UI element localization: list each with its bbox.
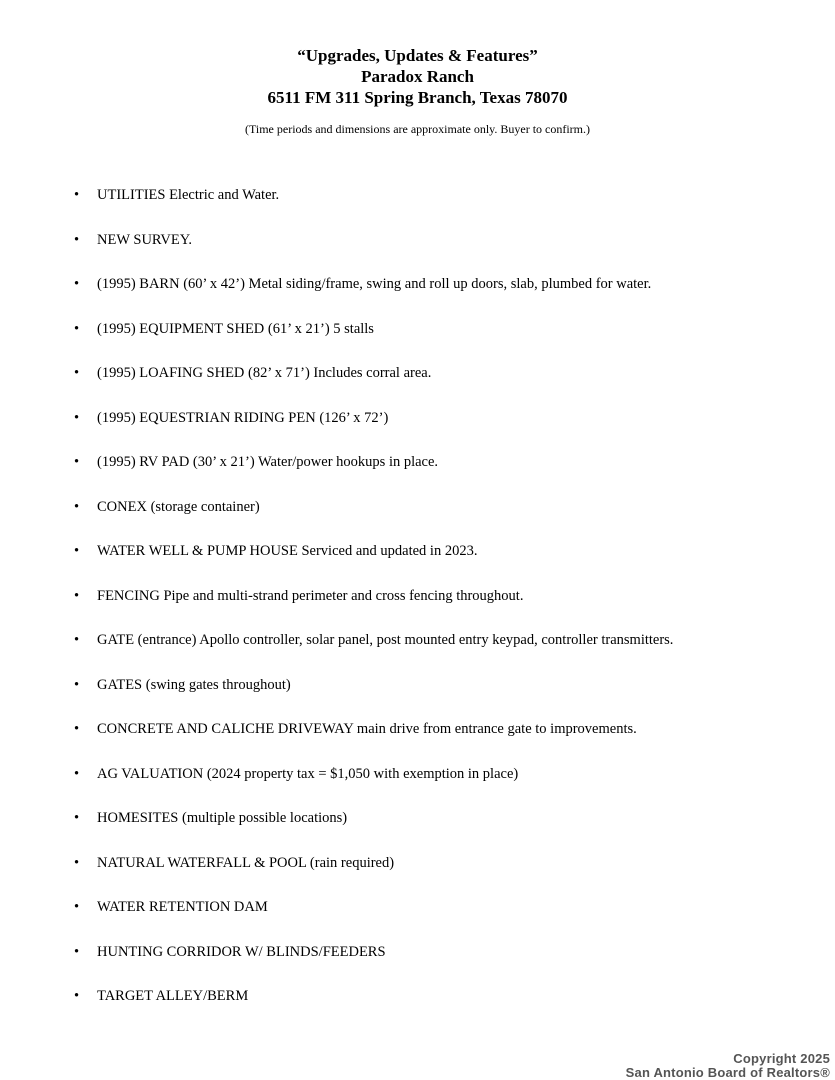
disclaimer-note: (Time periods and dimensions are approximate only. Buyer to confirm.) (244, 122, 591, 136)
list-item: • NATURAL WATERFALL & POOL (rain required) (97, 853, 795, 873)
copyright-line: Copyright 2025 (733, 1051, 830, 1066)
list-item: • (1995) RV PAD (30’ x 21’) Water/power hookups in place. (97, 452, 795, 472)
list-item: • AG VALUATION (2024 property tax = $1,050 with exemption in place) (97, 764, 795, 784)
list-item: • WATER RETENTION DAM (97, 897, 795, 917)
property-address: 6511 FM 311 Spring Branch, Texas 78070 (267, 88, 568, 107)
list-item: • GATES (swing gates throughout) (97, 675, 795, 695)
copyright-watermark (626, 1052, 830, 1080)
organization-line: San Antonio Board of Realtors® (625, 1065, 830, 1080)
features-list (97, 185, 795, 1006)
list-item: • NEW SURVEY. (97, 230, 795, 250)
document-header (0, 0, 835, 137)
list-item: • CONEX (storage container) (97, 497, 795, 517)
list-item: • WATER WELL & PUMP HOUSE Serviced and updated in 2023. (97, 541, 795, 561)
list-item: • (1995) LOAFING SHED (82’ x 71’) Includes corral area. (97, 363, 795, 383)
list-item: • TARGET ALLEY/BERM (97, 986, 795, 1006)
list-item: • GATE (entrance) Apollo controller, solar panel, post mounted entry keypad, controller transmitters. (97, 630, 795, 650)
list-item: • CONCRETE AND CALICHE DRIVEWAY main drive from entrance gate to improvements. (97, 719, 795, 739)
list-item: • (1995) BARN (60’ x 42’) Metal siding/frame, swing and roll up doors, slab, plumbed for water. (97, 274, 795, 294)
list-item: • HUNTING CORRIDOR W/ BLINDS/FEEDERS (97, 942, 795, 962)
property-name: Paradox Ranch (361, 67, 474, 86)
list-item: • (1995) EQUESTRIAN RIDING PEN (126’ x 72’) (97, 408, 795, 428)
list-item: • UTILITIES Electric and Water. (97, 185, 795, 205)
list-item: • FENCING Pipe and multi-strand perimeter and cross fencing throughout. (97, 586, 795, 606)
document-title: “Upgrades, Updates & Features” (297, 46, 538, 65)
list-item: • HOMESITES (multiple possible locations) (97, 808, 795, 828)
list-item: • (1995) EQUIPMENT SHED (61’ x 21’) 5 stalls (97, 319, 795, 339)
